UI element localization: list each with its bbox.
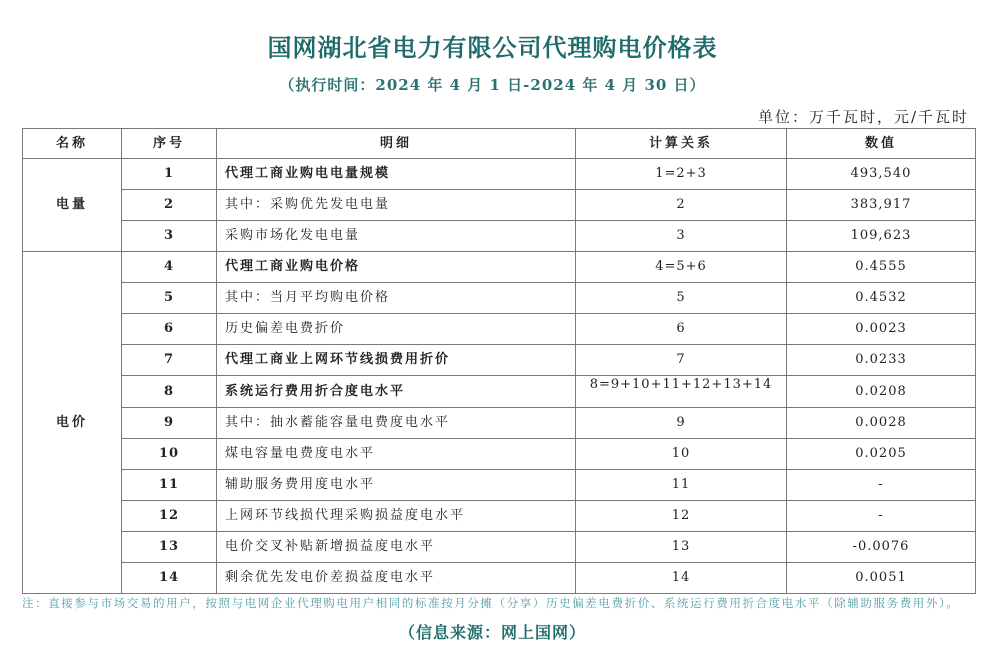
- row-formula: 9: [576, 408, 787, 439]
- header-detail: 明细: [217, 129, 576, 159]
- row-detail: 代理工商业购电电量规模: [217, 159, 576, 190]
- effective-period: （执行时间：2024 年 4 月 1 日-2024 年 4 月 30 日）: [279, 76, 706, 94]
- row-value: 0.4555: [787, 252, 976, 283]
- row-detail: 系统运行费用折合度电水平: [217, 376, 576, 408]
- row-value: 0.0023: [787, 314, 976, 345]
- row-value: 493,540: [787, 159, 976, 190]
- row-detail: 其中：当月平均购电价格: [217, 283, 576, 314]
- table-row: [23, 190, 976, 221]
- table-row: [23, 345, 976, 376]
- row-no: 14: [122, 563, 217, 594]
- row-detail: 采购市场化发电电量: [217, 221, 576, 252]
- row-detail: 剩余优先发电价差损益度电水平: [217, 563, 576, 594]
- row-detail: 历史偏差电费折价: [217, 314, 576, 345]
- table-header-row: [23, 129, 976, 159]
- table-row: [23, 501, 976, 532]
- row-formula: 12: [576, 501, 787, 532]
- row-detail: 上网环节线损代理采购损益度电水平: [217, 501, 576, 532]
- row-no: 13: [122, 532, 217, 563]
- table-row: [23, 470, 976, 501]
- row-no: 5: [122, 283, 217, 314]
- table-row: [23, 159, 976, 190]
- row-value: 0.0205: [787, 439, 976, 470]
- row-no: 7: [122, 345, 217, 376]
- row-value: -: [787, 501, 976, 532]
- row-detail: 代理工商业上网环节线损费用折价: [217, 345, 576, 376]
- row-value: -: [787, 470, 976, 501]
- row-no: 6: [122, 314, 217, 345]
- table-row: [23, 439, 976, 470]
- header-seq: 序号: [122, 129, 217, 159]
- unit-label: 单位：万千瓦时，元/千瓦时: [757, 108, 969, 126]
- row-value: -0.0076: [787, 532, 976, 563]
- row-formula: 5: [576, 283, 787, 314]
- row-formula: 7: [576, 345, 787, 376]
- row-detail: 电价交叉补贴新增损益度电水平: [217, 532, 576, 563]
- row-formula: 1=2+3: [576, 159, 787, 190]
- row-formula: 13: [576, 532, 787, 563]
- row-detail: 辅助服务费用度电水平: [217, 470, 576, 501]
- table-row: [23, 408, 976, 439]
- header-formula: 计算关系: [576, 129, 787, 159]
- row-detail: 其中：采购优先发电电量: [217, 190, 576, 221]
- row-value: 0.0051: [787, 563, 976, 594]
- group-electricity-volume: 电量: [23, 159, 122, 252]
- page-title: 国网湖北省电力有限公司代理购电价格表: [267, 33, 718, 62]
- row-value: 0.0208: [787, 376, 976, 408]
- row-no: 1: [122, 159, 217, 190]
- row-no: 8: [122, 376, 217, 408]
- row-detail: 其中：抽水蓄能容量电费度电水平: [217, 408, 576, 439]
- row-formula: 10: [576, 439, 787, 470]
- table-row: [23, 283, 976, 314]
- row-no: 3: [122, 221, 217, 252]
- row-detail: 代理工商业购电价格: [217, 252, 576, 283]
- table-row: [23, 252, 976, 283]
- row-value: 0.0028: [787, 408, 976, 439]
- row-value: 109,623: [787, 221, 976, 252]
- row-formula: 2: [576, 190, 787, 221]
- table-row: [23, 314, 976, 345]
- footnote: 注：直接参与市场交易的用户，按照与电网企业代理购电用户相同的标准按月分摊（分享）历史偏差电费折价、系统运行费用折合度电水平（除辅助服务费用外）。: [22, 596, 960, 610]
- header-value: 数值: [787, 129, 976, 159]
- row-detail: 煤电容量电费度电水平: [217, 439, 576, 470]
- row-no: 2: [122, 190, 217, 221]
- row-formula: 3: [576, 221, 787, 252]
- row-value: 0.0233: [787, 345, 976, 376]
- row-formula: 6: [576, 314, 787, 345]
- row-formula: 8=9+10+11+12+13+14: [576, 376, 787, 408]
- price-table: [22, 128, 976, 594]
- row-formula: 4=5+6: [576, 252, 787, 283]
- header-name: 名称: [23, 129, 122, 159]
- row-value: 383,917: [787, 190, 976, 221]
- table-row: [23, 532, 976, 563]
- row-no: 4: [122, 252, 217, 283]
- row-no: 9: [122, 408, 217, 439]
- row-formula: 14: [576, 563, 787, 594]
- table-row: [23, 376, 976, 408]
- group-electricity-price: 电价: [23, 252, 122, 594]
- row-no: 11: [122, 470, 217, 501]
- table-row: [23, 563, 976, 594]
- row-no: 12: [122, 501, 217, 532]
- row-no: 10: [122, 439, 217, 470]
- row-value: 0.4532: [787, 283, 976, 314]
- row-formula: 11: [576, 470, 787, 501]
- source-label: （信息来源：网上国网）: [398, 623, 586, 642]
- table-row: [23, 221, 976, 252]
